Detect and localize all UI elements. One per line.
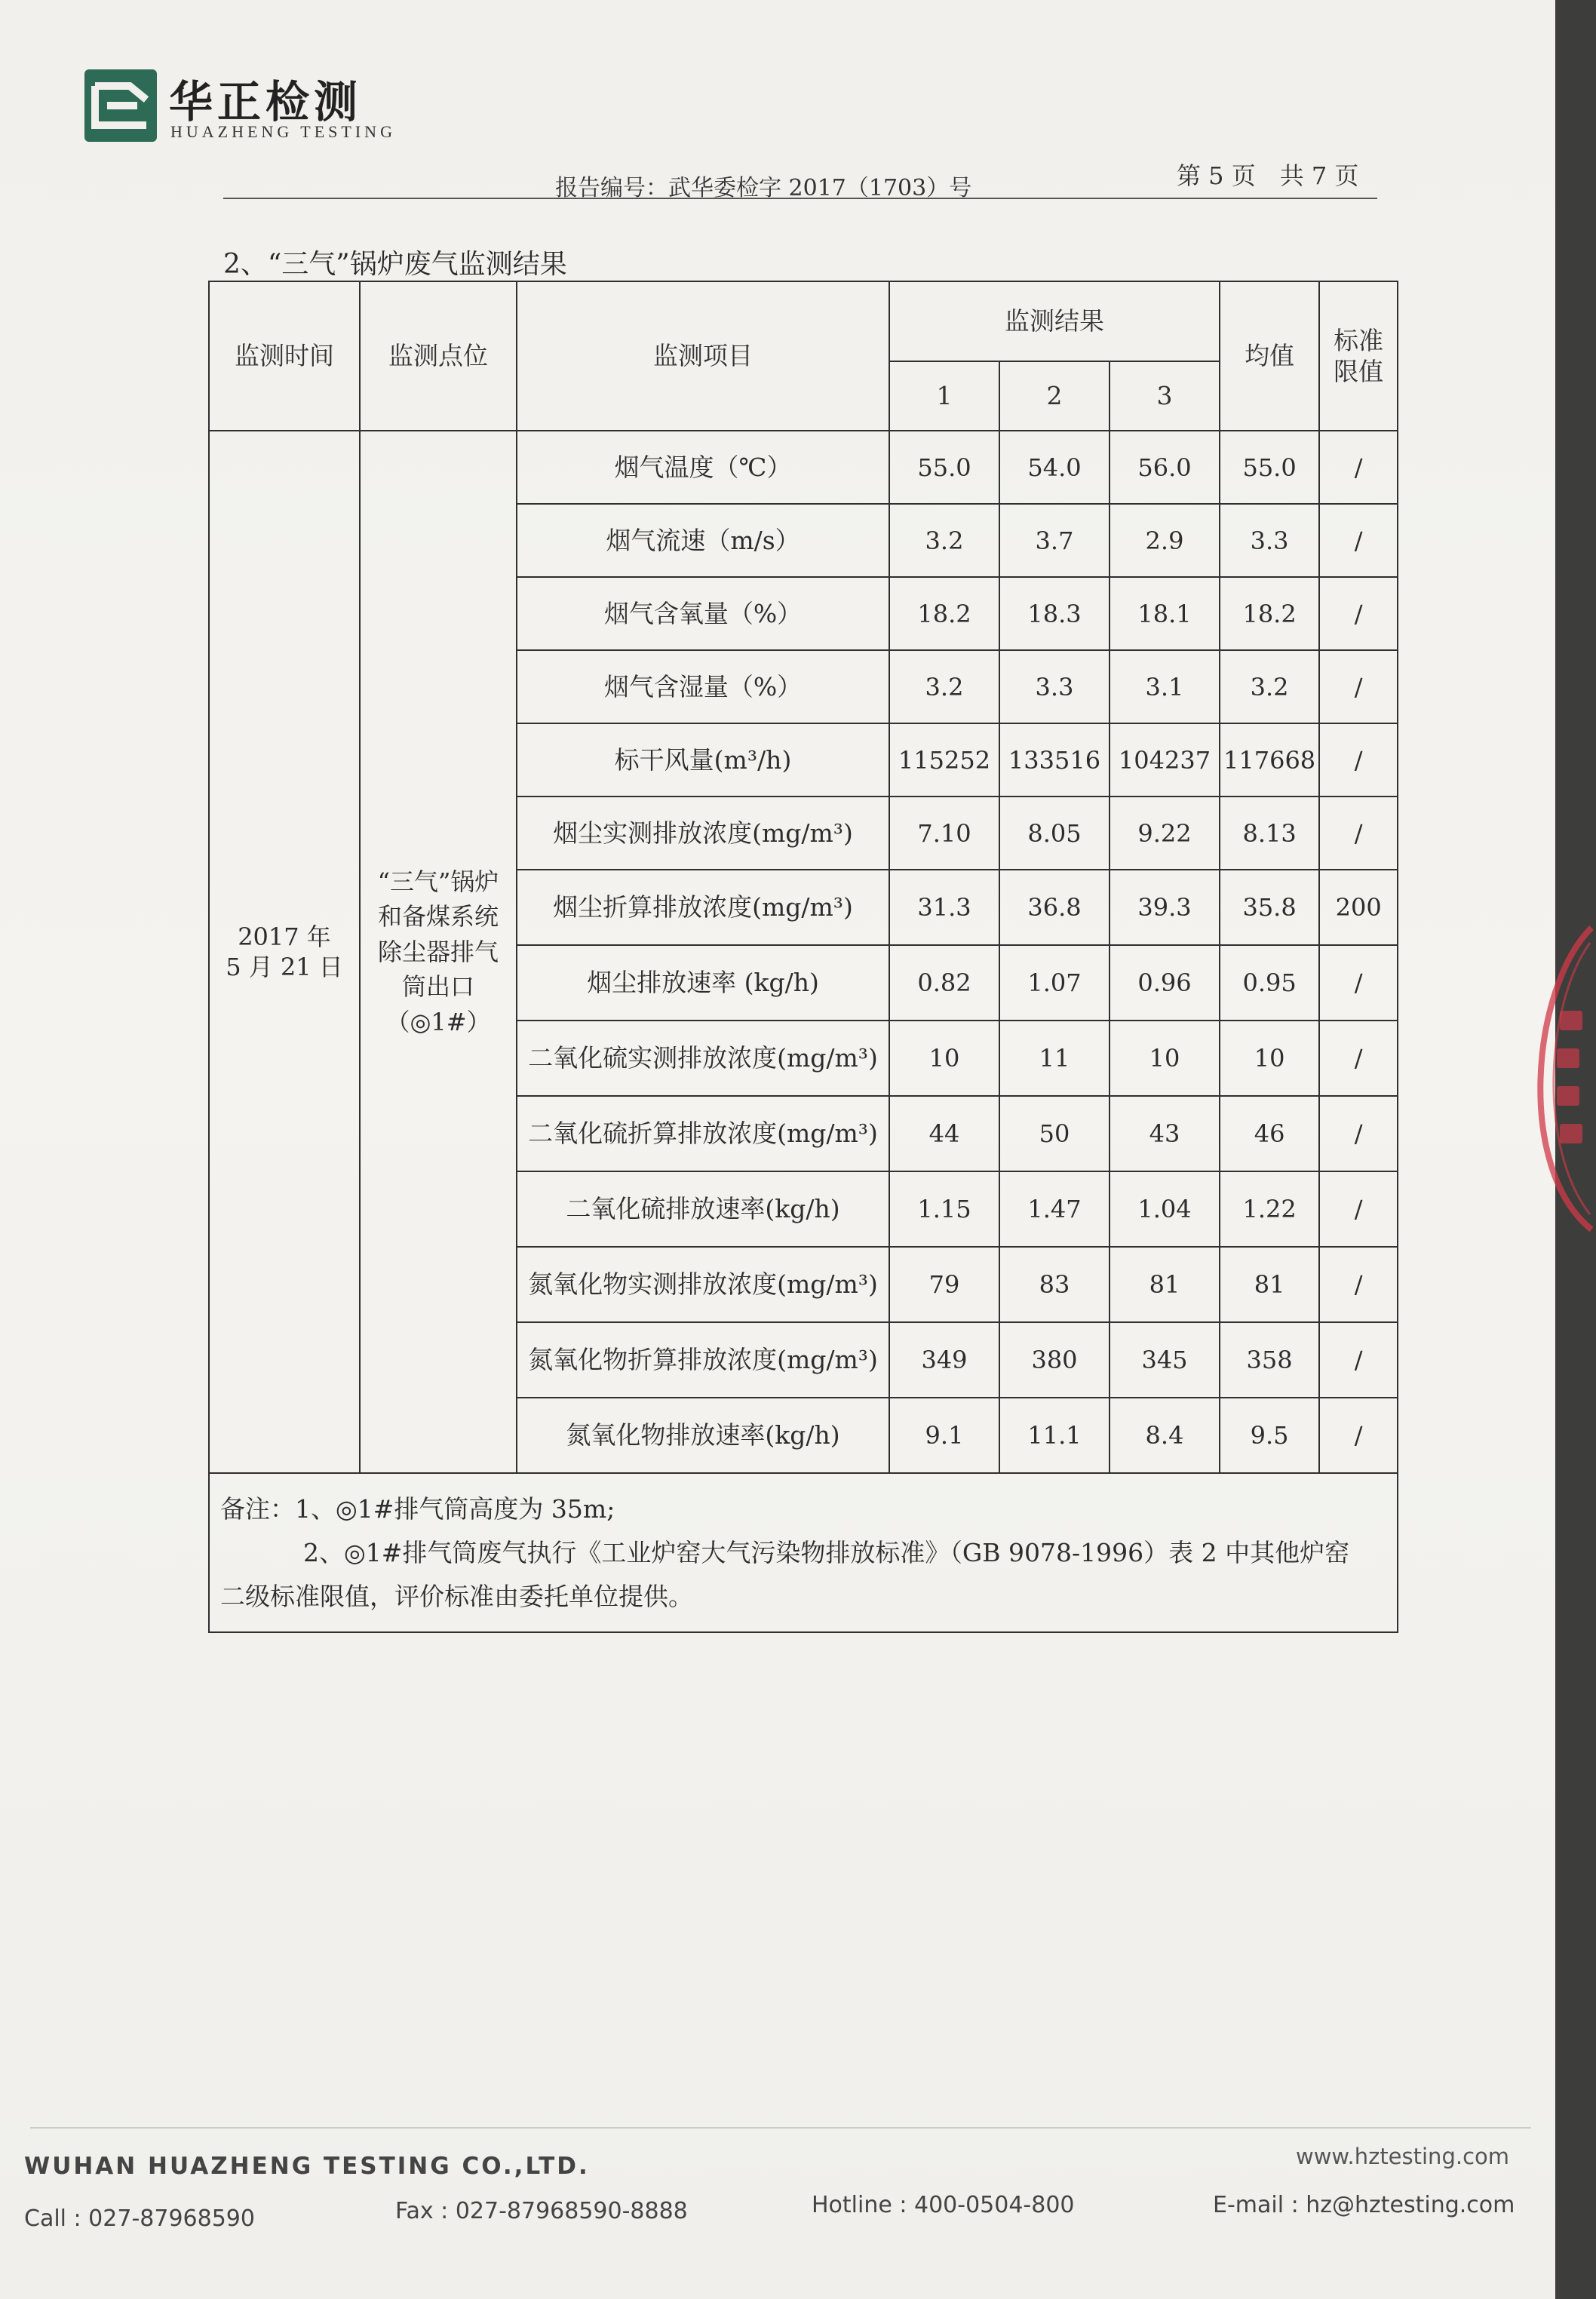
section-title: 2、“三气”锅炉废气监测结果 bbox=[223, 249, 567, 280]
item-name: 氮氧化物实测排放浓度(mg/m³) bbox=[517, 1247, 889, 1322]
value-run-3: 8.4 bbox=[1110, 1398, 1220, 1473]
item-name: 烟气流速（m/s） bbox=[517, 504, 889, 577]
value-run-3: 3.1 bbox=[1110, 650, 1220, 723]
header-point: 监测点位 bbox=[360, 281, 517, 431]
value-limit: / bbox=[1319, 723, 1398, 797]
value-run-3: 81 bbox=[1110, 1247, 1220, 1322]
value-run-2: 3.3 bbox=[999, 650, 1110, 723]
value-limit: / bbox=[1319, 431, 1398, 504]
value-run-1: 9.1 bbox=[889, 1398, 999, 1473]
value-run-2: 83 bbox=[999, 1247, 1110, 1322]
footer-website: www.hztesting.com bbox=[1296, 2144, 1510, 2169]
item-name: 烟尘实测排放浓度(mg/m³) bbox=[517, 797, 889, 870]
value-run-2: 36.8 bbox=[999, 870, 1110, 945]
note-line-3: 二级标准限值，评价标准由委托单位提供。 bbox=[220, 1581, 693, 1611]
value-run-2: 54.0 bbox=[999, 431, 1110, 504]
value-limit: / bbox=[1319, 1021, 1398, 1096]
footer-divider bbox=[30, 2127, 1531, 2129]
header-limit-line1: 标准 bbox=[1334, 325, 1384, 355]
footer-fax: Fax : 027-87968590-8888 bbox=[395, 2198, 688, 2224]
header-item: 监测项目 bbox=[517, 281, 889, 431]
value-limit: / bbox=[1319, 797, 1398, 870]
date-line-1: 2017 年 bbox=[238, 922, 331, 951]
value-average: 117668 bbox=[1220, 723, 1319, 797]
value-run-1: 44 bbox=[889, 1096, 999, 1171]
value-run-1: 3.2 bbox=[889, 504, 999, 577]
value-run-3: 39.3 bbox=[1110, 870, 1220, 945]
value-run-3: 9.22 bbox=[1110, 797, 1220, 870]
value-average: 3.3 bbox=[1220, 504, 1319, 577]
value-run-1: 349 bbox=[889, 1322, 999, 1398]
value-run-3: 56.0 bbox=[1110, 431, 1220, 504]
value-run-1: 31.3 bbox=[889, 870, 999, 945]
value-run-3: 2.9 bbox=[1110, 504, 1220, 577]
item-name: 氮氧化物折算排放浓度(mg/m³) bbox=[517, 1322, 889, 1398]
header-time: 监测时间 bbox=[209, 281, 360, 431]
item-name: 烟尘排放速率 (kg/h) bbox=[517, 945, 889, 1021]
monitoring-point: “三气”锅炉和备煤系统除尘器排气筒出口（◎1#） bbox=[360, 431, 517, 1473]
value-run-3: 345 bbox=[1110, 1322, 1220, 1398]
header-run-2: 2 bbox=[999, 361, 1110, 431]
value-average: 8.13 bbox=[1220, 797, 1319, 870]
header-run-1: 1 bbox=[889, 361, 999, 431]
item-name: 烟尘折算排放浓度(mg/m³) bbox=[517, 870, 889, 945]
value-run-1: 3.2 bbox=[889, 650, 999, 723]
value-run-3: 0.96 bbox=[1110, 945, 1220, 1021]
huazheng-logo-icon bbox=[84, 69, 157, 142]
notes-row bbox=[209, 1473, 1398, 1632]
page-indicator: 第 5 页 共 7 页 bbox=[1177, 161, 1359, 190]
header-divider bbox=[223, 198, 1377, 199]
value-run-2: 8.05 bbox=[999, 797, 1110, 870]
value-limit: / bbox=[1319, 577, 1398, 650]
value-limit: / bbox=[1319, 1398, 1398, 1473]
item-name: 氮氧化物排放速率(kg/h) bbox=[517, 1398, 889, 1473]
value-average: 358 bbox=[1220, 1322, 1319, 1398]
official-stamp-fragment bbox=[1501, 920, 1596, 1237]
value-average: 55.0 bbox=[1220, 431, 1319, 504]
value-run-1: 1.15 bbox=[889, 1171, 999, 1247]
value-limit: / bbox=[1319, 504, 1398, 577]
footer-company: WUHAN HUAZHENG TESTING CO.,LTD. bbox=[24, 2153, 590, 2180]
value-average: 35.8 bbox=[1220, 870, 1319, 945]
value-run-2: 133516 bbox=[999, 723, 1110, 797]
header-results: 监测结果 bbox=[889, 281, 1220, 361]
logo-english-name: HUAZHENG TESTING bbox=[170, 122, 396, 141]
value-run-3: 104237 bbox=[1110, 723, 1220, 797]
date-line-2: 5 月 21 日 bbox=[226, 953, 343, 981]
item-name: 烟气含氧量（%） bbox=[517, 577, 889, 650]
value-run-2: 11 bbox=[999, 1021, 1110, 1096]
value-run-3: 43 bbox=[1110, 1096, 1220, 1171]
value-average: 9.5 bbox=[1220, 1398, 1319, 1473]
item-name: 烟气温度（℃） bbox=[517, 431, 889, 504]
item-name: 二氧化硫排放速率(kg/h) bbox=[517, 1171, 889, 1247]
header-limit-line2: 限值 bbox=[1334, 357, 1384, 386]
item-name: 标干风量(m³/h) bbox=[517, 723, 889, 797]
value-run-3: 18.1 bbox=[1110, 577, 1220, 650]
value-average: 3.2 bbox=[1220, 650, 1319, 723]
value-run-2: 11.1 bbox=[999, 1398, 1110, 1473]
monitoring-date bbox=[209, 431, 360, 1473]
value-limit: / bbox=[1319, 1096, 1398, 1171]
value-run-1: 115252 bbox=[889, 723, 999, 797]
value-limit: 200 bbox=[1319, 870, 1398, 945]
value-run-2: 18.3 bbox=[999, 577, 1110, 650]
value-run-2: 3.7 bbox=[999, 504, 1110, 577]
value-run-2: 50 bbox=[999, 1096, 1110, 1171]
value-average: 18.2 bbox=[1220, 577, 1319, 650]
item-name: 烟气含湿量（%） bbox=[517, 650, 889, 723]
header-run-3: 3 bbox=[1110, 361, 1220, 431]
item-name: 二氧化硫实测排放浓度(mg/m³) bbox=[517, 1021, 889, 1096]
company-logo bbox=[84, 66, 409, 149]
value-average: 0.95 bbox=[1220, 945, 1319, 1021]
footer-hotline: Hotline : 400-0504-800 bbox=[812, 2192, 1075, 2218]
value-run-1: 0.82 bbox=[889, 945, 999, 1021]
logo-chinese-name: 华正检测 bbox=[169, 76, 363, 127]
note-line-1: 备注：1、◎1#排气筒高度为 35m; bbox=[220, 1494, 615, 1524]
monitoring-results-table bbox=[208, 281, 1398, 1633]
value-average: 46 bbox=[1220, 1096, 1319, 1171]
header-limit bbox=[1319, 281, 1398, 431]
note-line-2: 2、◎1#排气筒废气执行《工业炉窑大气污染物排放标准》（GB 9078-1996）表 2 中其他炉窑 bbox=[303, 1537, 1350, 1567]
table-body bbox=[209, 431, 1398, 1473]
table-notes bbox=[209, 1473, 1398, 1632]
value-run-1: 18.2 bbox=[889, 577, 999, 650]
value-run-1: 7.10 bbox=[889, 797, 999, 870]
value-limit: / bbox=[1319, 650, 1398, 723]
table-row bbox=[209, 431, 1398, 504]
value-run-1: 79 bbox=[889, 1247, 999, 1322]
footer-phone: Call : 027-87968590 bbox=[24, 2205, 255, 2232]
value-average: 81 bbox=[1220, 1247, 1319, 1322]
header-average: 均值 bbox=[1220, 281, 1319, 431]
value-limit: / bbox=[1319, 1171, 1398, 1247]
value-limit: / bbox=[1319, 945, 1398, 1021]
value-run-2: 380 bbox=[999, 1322, 1110, 1398]
value-limit: / bbox=[1319, 1247, 1398, 1322]
report-number: 报告编号：武华委检字 2017（1703）号 bbox=[555, 175, 972, 201]
value-run-2: 1.47 bbox=[999, 1171, 1110, 1247]
value-average: 10 bbox=[1220, 1021, 1319, 1096]
value-run-1: 10 bbox=[889, 1021, 999, 1096]
value-average: 1.22 bbox=[1220, 1171, 1319, 1247]
value-limit: / bbox=[1319, 1322, 1398, 1398]
value-run-3: 10 bbox=[1110, 1021, 1220, 1096]
footer-email: E-mail : hz@hztesting.com bbox=[1213, 2192, 1515, 2218]
value-run-3: 1.04 bbox=[1110, 1171, 1220, 1247]
value-run-2: 1.07 bbox=[999, 945, 1110, 1021]
item-name: 二氧化硫折算排放浓度(mg/m³) bbox=[517, 1096, 889, 1171]
value-run-1: 55.0 bbox=[889, 431, 999, 504]
